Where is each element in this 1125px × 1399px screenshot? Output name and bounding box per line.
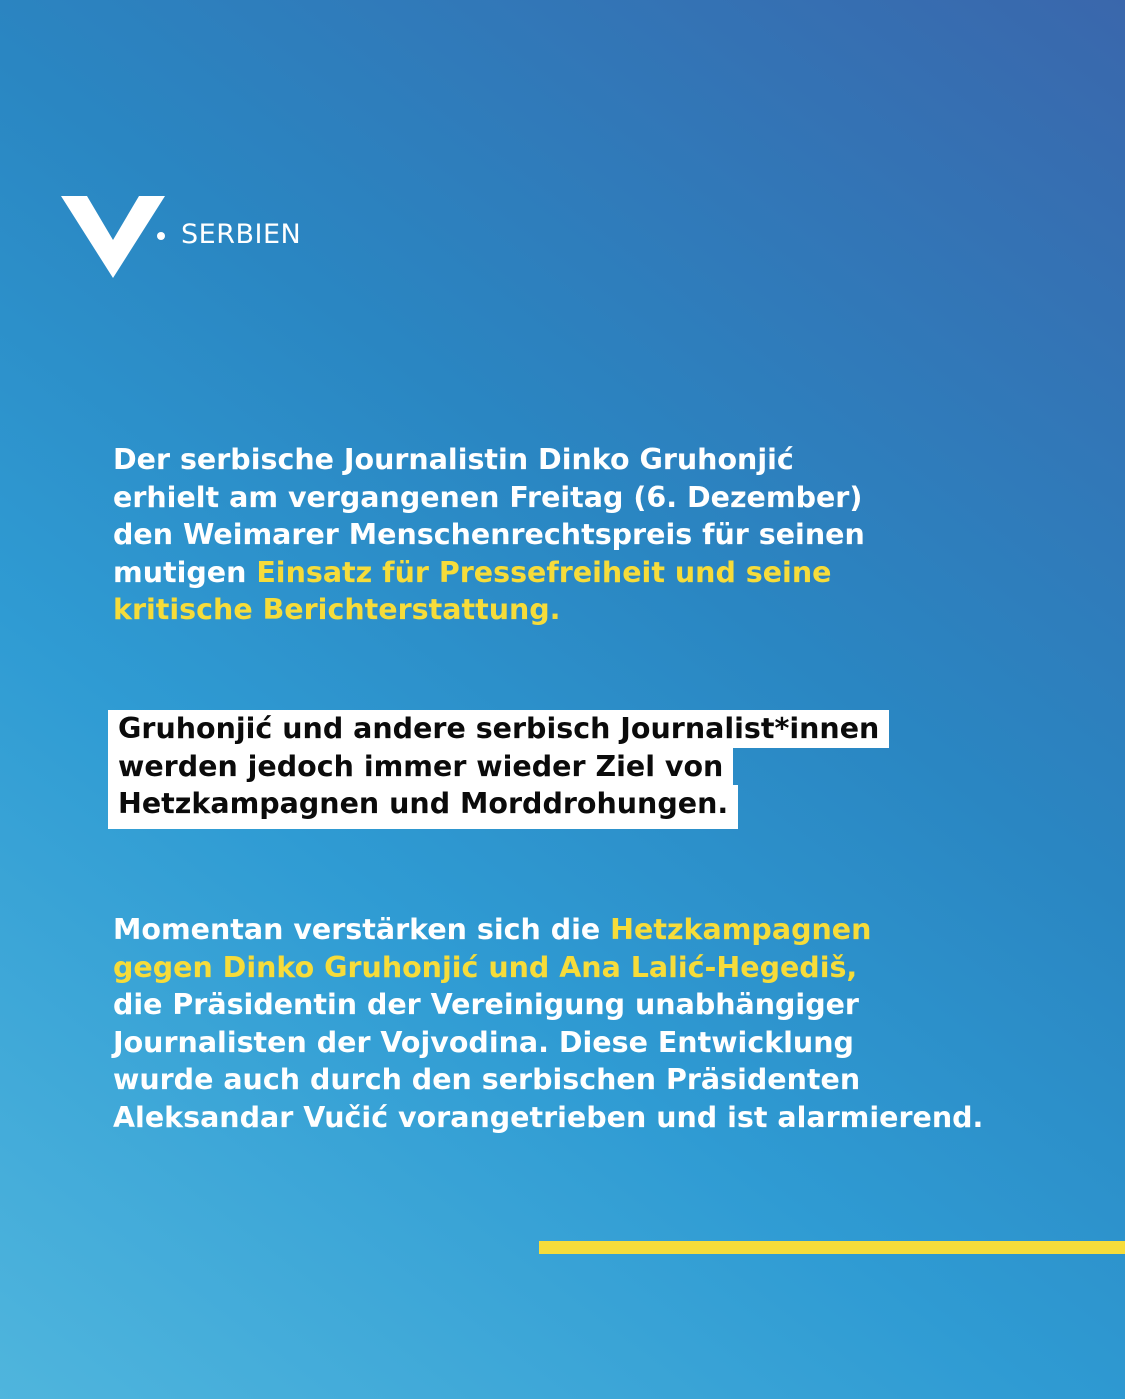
closing-line: wurde auch durch den serbischen Präsidenten [113, 1063, 861, 1096]
intro-line: erhielt am vergangenen Freitag (6. Dezember) [113, 480, 863, 514]
closing-line: Aleksandar Vučić vorangetrieben und ist alarmierend. [113, 1100, 984, 1134]
intro-line [113, 554, 865, 592]
closing-line: die Präsidentin der Vereinigung unabhängiger [113, 988, 859, 1021]
highlight-box-line: werden jedoch immer wieder Ziel von [108, 748, 733, 786]
highlight-box [108, 710, 889, 829]
closing-text: Momentan verstärken sich die [113, 913, 611, 946]
accent-bar [539, 1241, 1125, 1254]
intro-line: den Weimarer Menschenrechtspreis für seinen [113, 518, 865, 551]
v-logo-icon [61, 196, 165, 278]
closing-line: Journalisten der Vojvodina. Diese Entwicklung [113, 1025, 854, 1059]
intro-paragraph [113, 441, 865, 629]
section-label: SERBIEN [181, 219, 302, 250]
highlight-box-line: Gruhonjić und andere serbisch Journalist*innen [108, 710, 889, 748]
intro-line: Der serbische Journalistin Dinko Gruhonjić [113, 443, 794, 476]
intro-highlight: Einsatz für Pressefreiheit und seine [256, 555, 832, 589]
highlight-box-line: Hetzkampagnen und Morddrohungen. [108, 785, 738, 829]
intro-highlight-line: kritische Berichterstattung. [113, 593, 561, 626]
closing-highlight: Hetzkampagnen [610, 913, 872, 946]
closing-line [113, 911, 983, 949]
intro-text: mutigen [113, 555, 257, 589]
bullet-dot [157, 232, 165, 240]
closing-paragraph [113, 911, 983, 1136]
closing-highlight-line: gegen Dinko Gruhonjić und Ana Lalić-Hegediš, [113, 950, 858, 984]
